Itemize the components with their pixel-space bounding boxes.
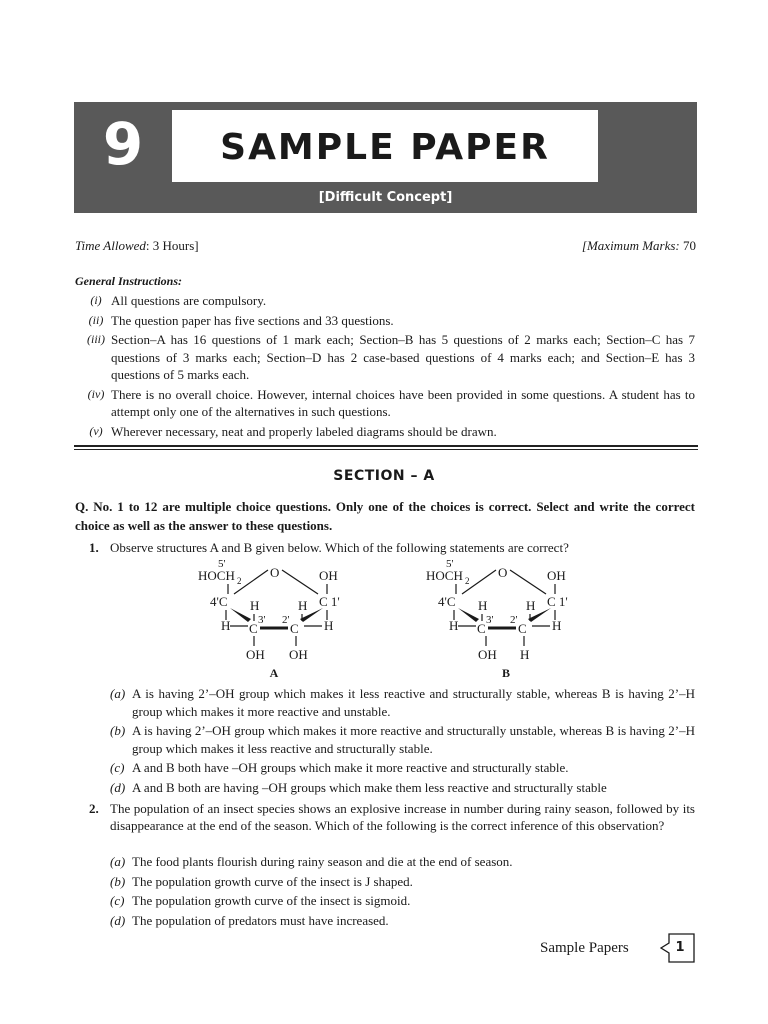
structure-label: H bbox=[478, 598, 488, 613]
section-heading: SECTION – A bbox=[333, 468, 435, 484]
structure-label: H bbox=[298, 598, 308, 613]
option-letter: (d) bbox=[110, 912, 126, 928]
instruction-number: (ii) bbox=[88, 312, 104, 327]
structure-label: OH bbox=[319, 568, 338, 583]
structure-label: OH bbox=[478, 647, 497, 662]
structure-label: O bbox=[498, 565, 508, 580]
title-box bbox=[172, 110, 598, 182]
divider-thick bbox=[74, 445, 698, 447]
option-item bbox=[110, 853, 695, 871]
paper-number: 9 bbox=[102, 110, 144, 178]
structure-label: 5' bbox=[446, 558, 454, 570]
structure-caption: B bbox=[501, 666, 511, 680]
structure-label: H bbox=[526, 598, 536, 613]
option-item bbox=[110, 779, 695, 797]
option-item bbox=[110, 722, 695, 757]
instruction-number: (i) bbox=[90, 293, 102, 307]
marks-value: 70 bbox=[679, 238, 696, 253]
time-value: : 3 Hours] bbox=[145, 238, 199, 253]
instruction-text: There is no overall choice. However, internal choices have been provided in some questions. A student has to attempt only one of the alternatives in such questions. bbox=[111, 386, 695, 419]
section-instruction: Q. No. 1 to 12 are multiple choice questions. Only one of the choices is correct. Select and write the correct choice as well as the answer to these questions. bbox=[75, 499, 695, 533]
instruction-item bbox=[75, 386, 695, 421]
instruction-text: Section–A has 16 questions of 1 mark each; Section–B has 5 questions of 2 marks each; Section–C has 7 questions of 3 marks each; Section–D has 2 case-based questions of 4 marks each; and Section–E has 3 questions of 5 marks each. bbox=[111, 332, 695, 382]
question-2-options bbox=[110, 853, 695, 929]
option-text: The population growth curve of the insect is J shaped. bbox=[132, 873, 413, 889]
paper-banner bbox=[74, 102, 697, 213]
instruction-text: The question paper has five sections and 33 questions. bbox=[111, 312, 394, 328]
time-label: Time Allowed bbox=[75, 238, 146, 253]
structure-label: 2 bbox=[465, 576, 470, 586]
instruction-text: Wherever necessary, neat and properly labeled diagrams should be drawn. bbox=[111, 423, 497, 439]
page-subtitle: [Difficult Concept] bbox=[318, 190, 453, 205]
structure-label: 4'C bbox=[210, 594, 228, 609]
structure-label: C bbox=[290, 621, 299, 636]
option-letter: (c) bbox=[110, 760, 125, 775]
structure-label: 5' bbox=[218, 558, 226, 570]
question-number: 2. bbox=[89, 801, 99, 816]
option-letter: (d) bbox=[110, 779, 126, 795]
structure-label: OH bbox=[547, 568, 566, 583]
structure-label: C bbox=[518, 621, 527, 636]
option-letter: (b) bbox=[110, 873, 126, 889]
option-text: A and B both have –OH groups which make it more reactive and structurally stable. bbox=[132, 760, 569, 775]
instruction-number: (iv) bbox=[87, 386, 105, 401]
option-item bbox=[110, 685, 695, 720]
question-2 bbox=[75, 800, 695, 834]
question-text: Observe structures A and B given below. Which of the following statements are correct? bbox=[110, 540, 569, 555]
option-text: A is having 2’–OH group which makes it more reactive and structurally unstable, whereas B is having 2’–H group which makes it less reactive and structurally stable. bbox=[132, 723, 695, 756]
option-item bbox=[110, 759, 695, 777]
structure-label: H bbox=[552, 618, 562, 633]
structure-label: H bbox=[221, 618, 231, 633]
instruction-item bbox=[75, 292, 695, 310]
option-item bbox=[110, 892, 695, 910]
structure-caption: A bbox=[269, 666, 279, 680]
instruction-item bbox=[75, 331, 695, 384]
option-text: A is having 2’–OH group which makes it less reactive and structurally stable, whereas B is having 2’–H group which makes it more reactive and unstable. bbox=[132, 686, 695, 719]
structure-label: O bbox=[270, 565, 280, 580]
option-letter: (b) bbox=[110, 723, 126, 738]
structure-label: C bbox=[477, 621, 486, 636]
structure-label: OH bbox=[289, 647, 308, 662]
option-letter: (a) bbox=[110, 854, 126, 869]
general-instructions-heading: General Instructions: bbox=[75, 274, 183, 288]
question-1-options bbox=[110, 685, 695, 796]
divider-thin bbox=[74, 449, 698, 450]
structure-label: C 1' bbox=[319, 594, 340, 609]
structure-a-diagram bbox=[190, 556, 360, 682]
option-text: A and B both are having –OH groups which make them less reactive and structurally stable bbox=[132, 779, 607, 795]
structure-label: H bbox=[520, 647, 530, 662]
page-number: 1 bbox=[675, 940, 685, 955]
structure-label: 4'C bbox=[438, 594, 456, 609]
structure-b-diagram bbox=[418, 556, 588, 682]
structure-label: HOCH bbox=[198, 568, 235, 583]
option-item bbox=[110, 912, 695, 930]
structure-label: H bbox=[449, 618, 459, 633]
structure-label: OH bbox=[246, 647, 265, 662]
option-item bbox=[110, 873, 695, 891]
structure-label: H bbox=[324, 618, 334, 633]
marks-label: [Maximum Marks: bbox=[581, 238, 680, 253]
structure-label: HOCH bbox=[426, 568, 463, 583]
question-number: 1. bbox=[89, 540, 99, 555]
time-allowed bbox=[75, 238, 199, 254]
structure-label: H bbox=[250, 598, 260, 613]
question-text: The population of an insect species shows an explosive increase in number during rainy season, followed by its disappearance at the end of the season. Which of the following is the correct inference of this observation? bbox=[110, 801, 695, 833]
general-instructions-list bbox=[75, 292, 695, 442]
option-text: The population of predators must have increased. bbox=[132, 912, 389, 928]
option-text: The population growth curve of the insect is sigmoid. bbox=[132, 893, 411, 908]
structure-label: 2' bbox=[282, 614, 290, 626]
instruction-text: All questions are compulsory. bbox=[111, 293, 267, 308]
instruction-item bbox=[75, 312, 695, 330]
instruction-number: (iii) bbox=[87, 332, 105, 346]
structure-label: 2 bbox=[237, 576, 242, 586]
question-1 bbox=[75, 539, 695, 556]
maximum-marks bbox=[582, 238, 696, 254]
structure-label: 3' bbox=[486, 614, 494, 626]
page-number-box bbox=[660, 933, 696, 963]
structure-label: C bbox=[249, 621, 258, 636]
option-letter: (a) bbox=[110, 686, 126, 701]
structure-label: C 1' bbox=[547, 594, 568, 609]
option-letter: (c) bbox=[110, 893, 125, 908]
structure-label: 2' bbox=[510, 614, 518, 626]
instruction-item bbox=[75, 423, 695, 441]
structure-label: 3' bbox=[258, 614, 266, 626]
option-text: The food plants flourish during rainy season and die at the end of season. bbox=[132, 854, 513, 869]
instruction-number: (v) bbox=[89, 423, 103, 438]
footer-label: Sample Papers bbox=[540, 940, 629, 956]
page-title: SAMPLE PAPER bbox=[220, 127, 550, 168]
